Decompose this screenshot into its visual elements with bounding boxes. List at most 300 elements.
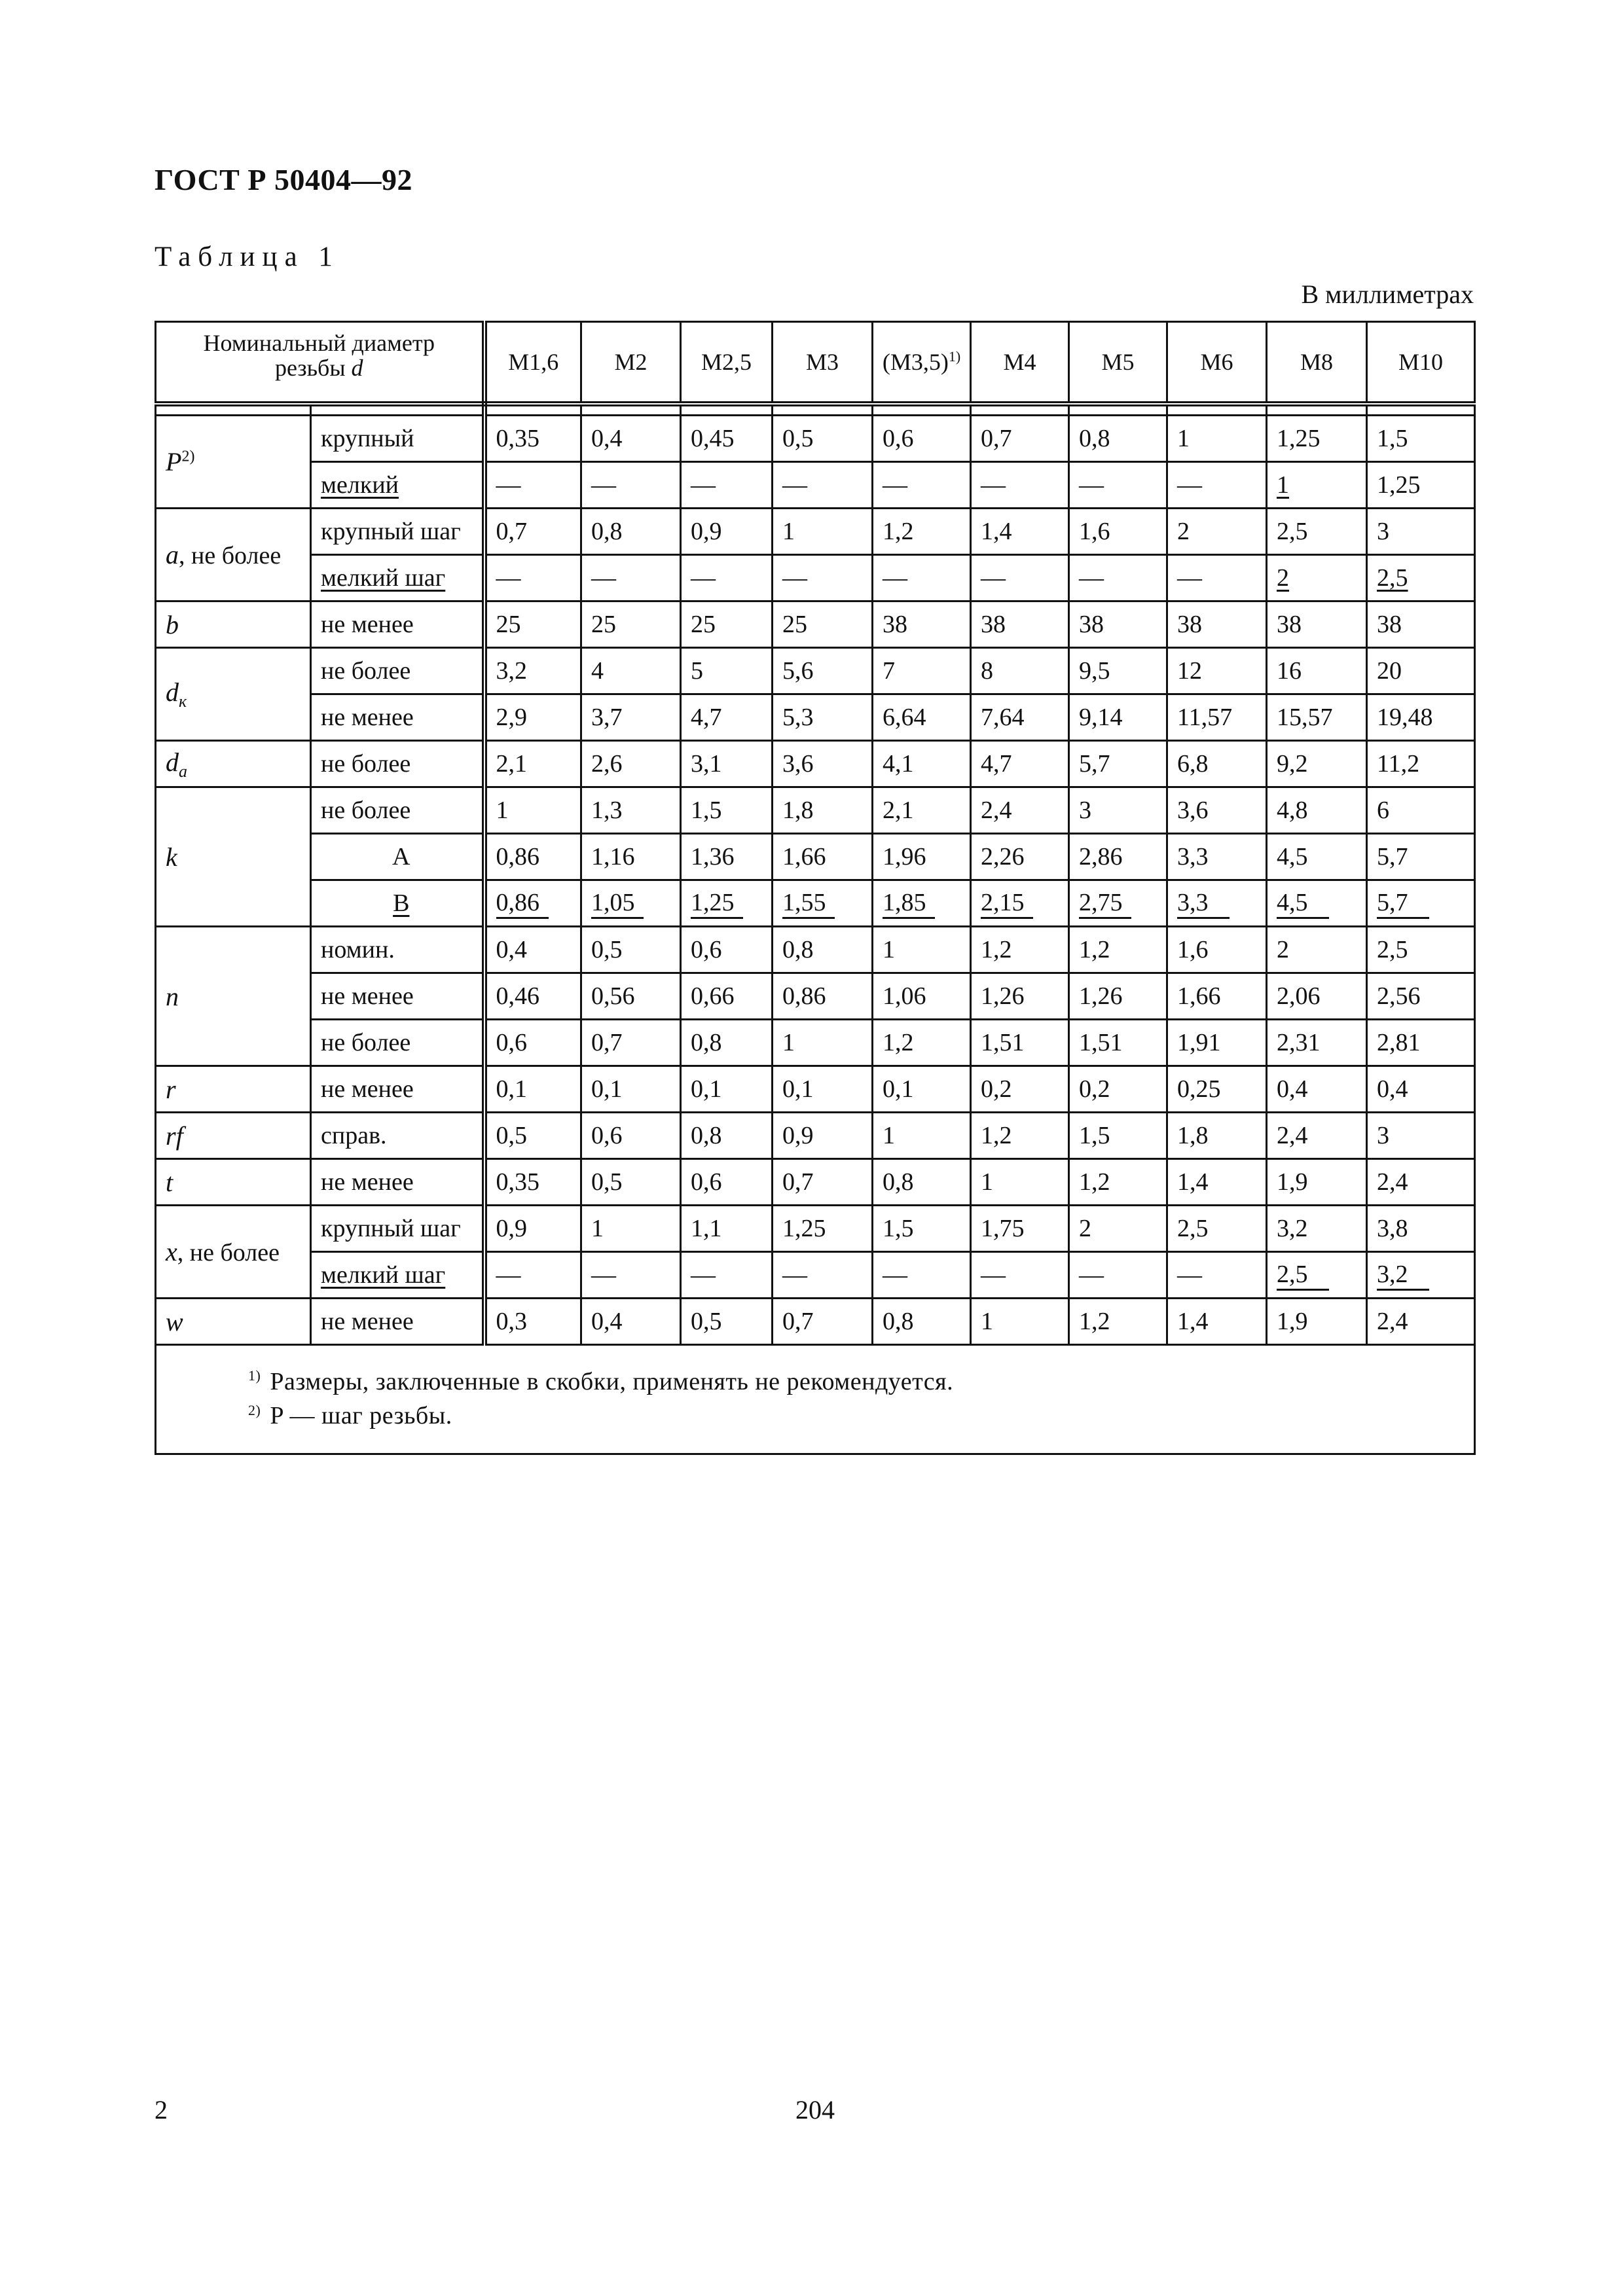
- value: 1,66: [782, 843, 826, 870]
- value: 0,45: [691, 425, 735, 452]
- value: 25: [496, 611, 521, 638]
- value-cell: [581, 601, 681, 648]
- value: 2,5: [1377, 936, 1408, 963]
- value: 2,5: [1177, 1215, 1209, 1242]
- value-cell: [581, 509, 681, 555]
- sub-label-cell: [311, 1299, 484, 1345]
- param-cell: [156, 927, 311, 1066]
- value: 1,8: [782, 797, 814, 824]
- value-cell: [484, 1299, 581, 1345]
- value-cell: [873, 1299, 971, 1345]
- value-cell: [773, 973, 873, 1020]
- value-cell: [1167, 834, 1267, 880]
- sub-label: справ.: [321, 1122, 387, 1149]
- table-row: [156, 462, 1475, 509]
- value: 0,25: [1177, 1075, 1221, 1103]
- value: 0,4: [591, 425, 623, 452]
- table-notes-row: [156, 1345, 1475, 1454]
- value-cell: [773, 509, 873, 555]
- value-cell: [484, 1020, 581, 1066]
- value-cell: [581, 462, 681, 509]
- value-cell: [1367, 555, 1475, 601]
- value-cell: [971, 880, 1069, 927]
- table-row: [156, 1159, 1475, 1206]
- table-row: [156, 1206, 1475, 1252]
- value: 2,31: [1277, 1029, 1321, 1056]
- param-cell: [156, 601, 311, 648]
- value-cell: [681, 834, 773, 880]
- param-cell: [156, 787, 311, 927]
- value: 3,7: [591, 704, 623, 731]
- value: —: [496, 1261, 521, 1289]
- value-cell: [1267, 1020, 1367, 1066]
- value: 12: [1177, 657, 1203, 685]
- value-cell: [484, 1206, 581, 1252]
- table-row: [156, 834, 1475, 880]
- value-cell: [971, 741, 1069, 787]
- value: 0,7: [782, 1308, 814, 1335]
- param-cell: [156, 1159, 311, 1206]
- value: 0,4: [591, 1308, 623, 1335]
- sub-label: мелкий шаг: [321, 564, 446, 592]
- value: 3,3: [1177, 888, 1230, 919]
- value: —: [691, 564, 716, 592]
- sub-label: не более: [321, 750, 411, 778]
- value-cell: [873, 1066, 971, 1113]
- value-cell: [581, 648, 681, 694]
- value-cell: [484, 927, 581, 973]
- value: 1,26: [981, 982, 1025, 1010]
- value-cell: [773, 1206, 873, 1252]
- value: 0,5: [691, 1308, 722, 1335]
- value: 2,86: [1079, 843, 1123, 870]
- param-symbol: rf: [166, 1121, 183, 1151]
- value: 2,1: [496, 750, 528, 778]
- sub-label-cell: [311, 1113, 484, 1159]
- value-cell: [971, 462, 1069, 509]
- value-cell: [773, 1252, 873, 1299]
- value-cell: [1069, 694, 1167, 741]
- value: 2,4: [981, 797, 1012, 824]
- value: 0,4: [496, 936, 528, 963]
- value: 1: [883, 936, 896, 963]
- value-cell: [773, 787, 873, 834]
- param-symbol: w: [166, 1306, 183, 1336]
- value: 0,86: [496, 888, 549, 919]
- value-cell: [581, 416, 681, 462]
- value: 4,5: [1277, 888, 1329, 919]
- value-cell: [1267, 1159, 1367, 1206]
- value-cell: [873, 555, 971, 601]
- sub-label-cell: [311, 927, 484, 973]
- sub-label: не менее: [321, 1168, 414, 1196]
- value-cell: [1167, 927, 1267, 973]
- value: 1: [496, 797, 509, 824]
- sub-label-cell: [311, 1206, 484, 1252]
- value-cell: [773, 694, 873, 741]
- value-cell: [1069, 1206, 1167, 1252]
- param-cell: [156, 648, 311, 741]
- value: 6,64: [883, 704, 926, 731]
- value-cell: [484, 462, 581, 509]
- param-symbol: a: [166, 540, 179, 569]
- value: 3,2: [1277, 1215, 1308, 1242]
- value-cell: [773, 648, 873, 694]
- value: 0,6: [691, 936, 722, 963]
- value: —: [591, 1261, 617, 1289]
- column-header: M1,6: [484, 322, 581, 404]
- value: 1,1: [691, 1215, 722, 1242]
- value: 0,3: [496, 1308, 528, 1335]
- value: 0,8: [591, 518, 623, 545]
- value: 1,16: [591, 843, 635, 870]
- value-cell: [581, 973, 681, 1020]
- value: 1: [1177, 425, 1190, 452]
- value-cell: [1069, 1299, 1167, 1345]
- value: 1,5: [1079, 1122, 1110, 1149]
- value: 1,2: [1079, 1168, 1110, 1196]
- value-cell: [773, 1113, 873, 1159]
- value-cell: [484, 601, 581, 648]
- value: 1,4: [1177, 1308, 1209, 1335]
- value-cell: [773, 834, 873, 880]
- value: 1,66: [1177, 982, 1221, 1010]
- value-cell: [581, 1113, 681, 1159]
- value-cell: [1167, 416, 1267, 462]
- sub-label: не менее: [321, 611, 414, 638]
- footnote-text: Размеры, заключенные в скобки, применять не рекомендуется.: [270, 1367, 954, 1395]
- value-cell: [681, 880, 773, 927]
- value-cell: [1167, 787, 1267, 834]
- sub-label-cell: [311, 880, 484, 927]
- value-cell: [971, 1299, 1069, 1345]
- value: 0,9: [496, 1215, 528, 1242]
- value-cell: [1267, 1299, 1367, 1345]
- value-cell: [1367, 462, 1475, 509]
- value: 0,5: [591, 936, 623, 963]
- sub-label: не менее: [321, 982, 414, 1010]
- value: —: [1079, 564, 1104, 592]
- value-cell: [1267, 601, 1367, 648]
- column-header: [873, 322, 971, 404]
- value: 3,3: [1177, 843, 1209, 870]
- value: 4,1: [883, 750, 914, 778]
- table-row: [156, 787, 1475, 834]
- value-cell: [1367, 1252, 1475, 1299]
- value-cell: [1167, 555, 1267, 601]
- sub-label-cell: [311, 509, 484, 555]
- header-nominal-diameter: [156, 322, 484, 404]
- value: 2,06: [1277, 982, 1321, 1010]
- value-cell: [681, 1252, 773, 1299]
- value: 0,4: [1277, 1075, 1308, 1103]
- sub-label: номин.: [321, 936, 395, 963]
- value-cell: [971, 555, 1069, 601]
- value: —: [1079, 471, 1104, 499]
- value: 0,1: [782, 1075, 814, 1103]
- value: 2,56: [1377, 982, 1421, 1010]
- value-cell: [1167, 1113, 1267, 1159]
- value-cell: [484, 1066, 581, 1113]
- column-header: M6: [1167, 322, 1267, 404]
- value-cell: [1267, 694, 1367, 741]
- value: 3,1: [691, 750, 722, 778]
- value: 0,5: [496, 1122, 528, 1149]
- value-cell: [681, 927, 773, 973]
- value: 0,6: [883, 425, 914, 452]
- sub-label: A: [392, 843, 410, 870]
- value: —: [782, 1261, 808, 1289]
- value-cell: [1367, 927, 1475, 973]
- value: 6: [1377, 797, 1390, 824]
- value-cell: [1267, 880, 1367, 927]
- value-cell: [1267, 927, 1367, 973]
- value: 0,6: [591, 1122, 623, 1149]
- table-row: [156, 1066, 1475, 1113]
- document-title: ГОСТ Р 50404—92: [155, 163, 412, 196]
- value-cell: [873, 648, 971, 694]
- value-cell: [1069, 555, 1167, 601]
- value: 0,7: [981, 425, 1012, 452]
- value: 6,8: [1177, 750, 1209, 778]
- value-cell: [971, 1020, 1069, 1066]
- value: —: [591, 471, 617, 499]
- value: 1,25: [1377, 471, 1421, 499]
- value-cell: [773, 462, 873, 509]
- value-cell: [681, 694, 773, 741]
- value: 1: [883, 1122, 896, 1149]
- value-cell: [484, 834, 581, 880]
- value: 38: [1277, 611, 1302, 638]
- sub-label-cell: [311, 741, 484, 787]
- value-cell: [1069, 601, 1167, 648]
- value: 0,9: [782, 1122, 814, 1149]
- sub-label: мелкий: [321, 471, 399, 499]
- value-cell: [581, 880, 681, 927]
- value-cell: [1367, 880, 1475, 927]
- value-cell: [971, 694, 1069, 741]
- value-cell: [873, 601, 971, 648]
- value: 0,1: [883, 1075, 914, 1103]
- value: —: [1177, 1261, 1203, 1289]
- value-cell: [1167, 741, 1267, 787]
- value-cell: [1167, 973, 1267, 1020]
- value: —: [981, 1261, 1006, 1289]
- value: 0,9: [691, 518, 722, 545]
- value-cell: [484, 555, 581, 601]
- value: 1,25: [1277, 425, 1321, 452]
- table-row: [156, 555, 1475, 601]
- value: 1,2: [883, 1029, 914, 1056]
- value: 38: [883, 611, 908, 638]
- value: 3: [1377, 518, 1390, 545]
- column-header: M2,5: [681, 322, 773, 404]
- value: 0,7: [782, 1168, 814, 1196]
- value-cell: [484, 787, 581, 834]
- table-notes: [156, 1345, 1475, 1454]
- param-cell: [156, 1206, 311, 1299]
- value-cell: [1267, 648, 1367, 694]
- value-cell: [1069, 509, 1167, 555]
- value: —: [981, 471, 1006, 499]
- value: 7,64: [981, 704, 1025, 731]
- value-cell: [681, 416, 773, 462]
- value-cell: [1367, 1020, 1475, 1066]
- value: 1,6: [1079, 518, 1110, 545]
- sub-label-cell: [311, 1066, 484, 1113]
- sub-label: крупный: [321, 425, 414, 452]
- value: 5,7: [1377, 843, 1408, 870]
- value-cell: [873, 1159, 971, 1206]
- value: —: [691, 471, 716, 499]
- value: —: [496, 471, 521, 499]
- value: 1,3: [591, 797, 623, 824]
- column-header-label: (M3,5): [882, 349, 949, 375]
- value-cell: [1367, 1066, 1475, 1113]
- param-cell: [156, 509, 311, 601]
- value: 1,8: [1177, 1122, 1209, 1149]
- value: 2,4: [1377, 1168, 1408, 1196]
- value-cell: [873, 787, 971, 834]
- value-cell: [681, 741, 773, 787]
- dimensions-table: [155, 321, 1476, 1455]
- value-cell: [484, 1252, 581, 1299]
- value-cell: [581, 741, 681, 787]
- value-cell: [1167, 880, 1267, 927]
- value: —: [883, 1261, 908, 1289]
- value: 2,4: [1277, 1122, 1308, 1149]
- table-row: [156, 694, 1475, 741]
- header-label-line2: резьбы: [274, 355, 346, 381]
- param-symbol: r: [166, 1074, 176, 1104]
- header-spacer: [156, 404, 1475, 416]
- value-cell: [1367, 1113, 1475, 1159]
- value-cell: [873, 462, 971, 509]
- value: 1,06: [883, 982, 926, 1010]
- value-cell: [1367, 694, 1475, 741]
- value: 0,4: [1377, 1075, 1408, 1103]
- value: 9,2: [1277, 750, 1308, 778]
- value: 1,4: [981, 518, 1012, 545]
- value-cell: [1167, 1252, 1267, 1299]
- sub-label-cell: [311, 555, 484, 601]
- value: —: [1177, 564, 1203, 592]
- value-cell: [1267, 1066, 1367, 1113]
- value-cell: [681, 509, 773, 555]
- value: 5,6: [782, 657, 814, 685]
- value-cell: [681, 1206, 773, 1252]
- column-header: M5: [1069, 322, 1167, 404]
- value-cell: [1267, 834, 1367, 880]
- header-label-symbol: d: [351, 355, 363, 381]
- value-cell: [681, 787, 773, 834]
- sub-label-cell: [311, 973, 484, 1020]
- value: 2: [1079, 1215, 1092, 1242]
- value: 1,2: [883, 518, 914, 545]
- value-cell: [581, 834, 681, 880]
- table-row: [156, 973, 1475, 1020]
- value: 19,48: [1377, 704, 1433, 731]
- sub-label: B: [393, 889, 410, 917]
- param-symbol: t: [166, 1167, 173, 1197]
- value: 0,8: [691, 1122, 722, 1149]
- column-header: M2: [581, 322, 681, 404]
- value-cell: [1367, 834, 1475, 880]
- value: 25: [591, 611, 617, 638]
- value-cell: [681, 648, 773, 694]
- value: 5,3: [782, 704, 814, 731]
- column-header: M4: [971, 322, 1069, 404]
- value-cell: [484, 741, 581, 787]
- sub-label: мелкий шаг: [321, 1261, 446, 1289]
- value-cell: [873, 416, 971, 462]
- value-cell: [681, 973, 773, 1020]
- value-cell: [681, 1299, 773, 1345]
- value-cell: [971, 1159, 1069, 1206]
- value: 1: [981, 1168, 994, 1196]
- value: 0,2: [1079, 1075, 1110, 1103]
- value-cell: [581, 694, 681, 741]
- value: 0,8: [1079, 425, 1110, 452]
- table-row: [156, 648, 1475, 694]
- sub-label-cell: [311, 1020, 484, 1066]
- value: 4: [591, 657, 604, 685]
- value: 15,57: [1277, 704, 1333, 731]
- value: 1,5: [883, 1215, 914, 1242]
- value-cell: [1367, 416, 1475, 462]
- value-cell: [1069, 416, 1167, 462]
- value: 1,25: [691, 888, 743, 919]
- value-cell: [1367, 509, 1475, 555]
- value-cell: [1069, 1113, 1167, 1159]
- value-cell: [581, 927, 681, 973]
- value: 2: [1177, 518, 1190, 545]
- value-cell: [581, 1020, 681, 1066]
- value: 4,5: [1277, 843, 1308, 870]
- sub-label: не менее: [321, 1308, 414, 1335]
- value: 38: [1079, 611, 1104, 638]
- value-cell: [1069, 787, 1167, 834]
- value-cell: [1069, 741, 1167, 787]
- value: 1,55: [782, 888, 835, 919]
- value-cell: [1069, 927, 1167, 973]
- value-cell: [1167, 1020, 1267, 1066]
- value-cell: [1069, 973, 1167, 1020]
- value: 2,5: [1377, 564, 1408, 592]
- value-cell: [1167, 1066, 1267, 1113]
- param-cell: [156, 741, 311, 787]
- value: 0,56: [591, 982, 635, 1010]
- value-cell: [581, 555, 681, 601]
- table-row: [156, 1113, 1475, 1159]
- value: 0,8: [883, 1308, 914, 1335]
- page-number-center: 204: [795, 2095, 835, 2125]
- value: 1,51: [981, 1029, 1025, 1056]
- value-cell: [581, 1252, 681, 1299]
- value: 1,6: [1177, 936, 1209, 963]
- value: 1: [1277, 471, 1290, 499]
- sub-label-cell: [311, 834, 484, 880]
- value: 9,5: [1079, 657, 1110, 685]
- value-cell: [971, 509, 1069, 555]
- value-cell: [873, 973, 971, 1020]
- value-cell: [1167, 601, 1267, 648]
- value: 0,5: [782, 425, 814, 452]
- value: 1,2: [981, 936, 1012, 963]
- value-cell: [873, 834, 971, 880]
- units-label: В миллиметрах: [1301, 279, 1474, 309]
- table-row: [156, 509, 1475, 555]
